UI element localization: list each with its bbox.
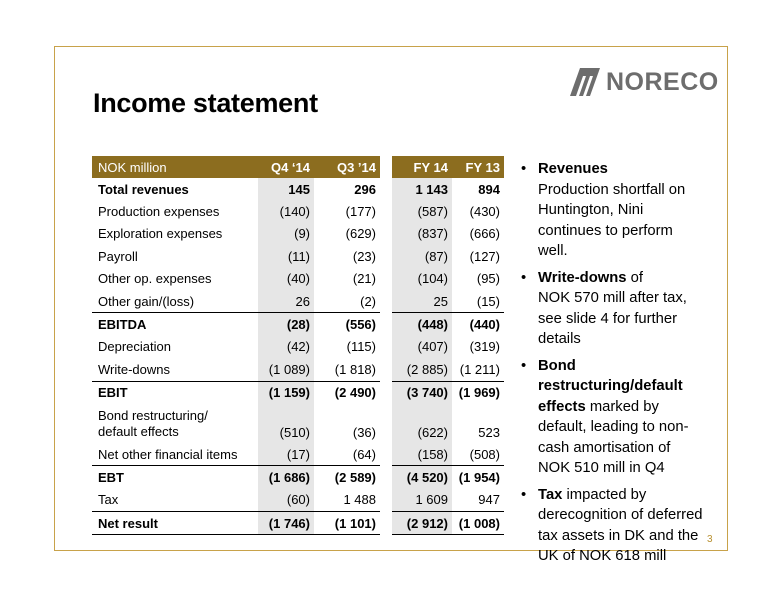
cell-fy13: 523	[478, 424, 500, 440]
cell-fy13: 894	[478, 181, 500, 197]
cell-fy13: (15)	[476, 293, 500, 309]
row-label: EBT	[92, 466, 258, 489]
row-label-line2: default effects	[98, 423, 179, 439]
table-row	[92, 489, 504, 512]
cell-q4: (1 089)	[258, 358, 314, 381]
cell-q3: (23)	[352, 248, 376, 264]
row-label-line1: Bond restructuring/	[98, 407, 208, 423]
bullet-text-line: details	[538, 331, 581, 347]
row-label: Other op. expenses	[98, 271, 212, 287]
cell-q4: (1 686)	[258, 466, 314, 489]
cell-q3: (36)	[352, 424, 376, 440]
cell-q4: (28)	[258, 313, 314, 336]
bullet-text-line: NOK 570 mill after tax,	[538, 290, 687, 306]
cell-q4: (60)	[258, 489, 314, 512]
col-gap	[380, 245, 392, 267]
row-label: Net other financial items	[98, 446, 238, 462]
cell-fy14: 1 609	[392, 489, 452, 512]
cell-fy14: (622)	[392, 404, 452, 443]
row-label: Depreciation	[98, 339, 171, 355]
bullet-dot: •	[521, 269, 527, 286]
bullet-text-line: default, leading to non-	[538, 419, 689, 435]
cell-fy13: (666)	[469, 226, 500, 242]
col-header-fy14: FY 14	[392, 156, 452, 178]
cell-q3: (2 589)	[314, 466, 380, 489]
table-row	[92, 443, 504, 466]
bullet-dot: •	[521, 357, 527, 374]
col-gap	[380, 381, 392, 404]
cell-q3: 1 488	[343, 492, 376, 508]
cell-q4: 26	[258, 290, 314, 313]
bullet-tax	[521, 485, 721, 567]
bullet-suffix: impacted by	[562, 486, 647, 503]
row-label: Net result	[92, 512, 258, 535]
bullet-text-line: Production shortfall on	[538, 181, 686, 198]
cell-q3: (629)	[345, 226, 376, 242]
cell-fy13: 947	[478, 492, 500, 508]
bullet-heading: effects	[538, 398, 586, 415]
cell-fy14: 25	[392, 290, 452, 313]
table-row	[92, 466, 504, 489]
col-gap	[380, 268, 392, 290]
logo-text: NORECO	[606, 68, 719, 96]
bullet-revenues	[521, 159, 721, 262]
cell-fy13: (1 969)	[452, 381, 504, 404]
cell-q4: (510)	[258, 404, 314, 443]
table-row	[92, 268, 504, 290]
cell-q4: 145	[258, 178, 314, 200]
table-row	[92, 404, 504, 443]
cell-q3: (1 101)	[314, 512, 380, 535]
bullet-text-line: NOK 510 mill in Q4	[538, 460, 665, 476]
bullet-dot: •	[521, 486, 527, 503]
cell-fy13: (440)	[452, 313, 504, 336]
col-gap	[380, 178, 392, 200]
row-label: Exploration expenses	[98, 226, 223, 242]
bullet-text-line: Huntington, Nini	[538, 202, 644, 218]
cell-q4: (140)	[258, 200, 314, 222]
row-label: Tax	[98, 492, 119, 508]
cell-q4: (40)	[258, 268, 314, 290]
bullet-bond-restructuring	[521, 356, 721, 479]
bullet-text-line: see slide 4 for further	[538, 310, 677, 327]
col-header-q3: Q3 ’14	[314, 156, 380, 178]
table-row	[92, 512, 504, 535]
table-row	[92, 381, 504, 404]
cell-q4: (9)	[258, 223, 314, 245]
cell-q4: (1 159)	[258, 381, 314, 404]
bullet-text-line: tax assets in DK and the	[538, 527, 699, 544]
col-gap	[380, 223, 392, 245]
cell-fy13: (1 008)	[452, 512, 504, 535]
income-table	[92, 156, 504, 535]
col-gap	[380, 336, 392, 358]
commentary-bullets	[521, 159, 721, 573]
cell-fy13: (1 954)	[452, 466, 504, 489]
bullet-heading: Bond	[538, 357, 576, 374]
cell-fy14: (448)	[392, 313, 452, 336]
cell-q3: 296	[354, 181, 376, 197]
cell-fy14: (837)	[392, 223, 452, 245]
cell-fy14: (4 520)	[392, 466, 452, 489]
cell-q3: (21)	[352, 271, 376, 287]
cell-fy14: (158)	[392, 443, 452, 466]
col-header-q4: Q4 ‘14	[258, 156, 314, 178]
table-row	[92, 245, 504, 267]
col-gap	[380, 512, 392, 535]
cell-fy14: (587)	[392, 200, 452, 222]
col-gap	[380, 313, 392, 336]
col-gap	[380, 443, 392, 466]
col-gap	[380, 404, 392, 443]
table-row	[92, 200, 504, 222]
table-row	[92, 290, 504, 313]
table-row	[92, 178, 504, 200]
cell-q3: (177)	[345, 204, 376, 220]
bullet-suffix: marked by	[585, 398, 659, 415]
bullet-text-line: UK of NOK 618 mill	[538, 548, 667, 564]
cell-fy13: (127)	[469, 248, 500, 264]
cell-q3: (2)	[360, 293, 376, 309]
cell-q3: (64)	[352, 446, 376, 462]
col-header-label: NOK million	[92, 156, 258, 178]
cell-fy13: (1 211)	[459, 361, 500, 377]
bullet-text-line: continues to perform	[538, 222, 673, 239]
col-gap	[380, 358, 392, 381]
bullet-suffix: of	[626, 269, 643, 286]
col-gap	[380, 156, 392, 178]
bullet-text-line: well.	[538, 243, 568, 259]
cell-fy13: (95)	[476, 271, 500, 287]
page-title: Income statement	[93, 88, 318, 118]
table-row	[92, 358, 504, 381]
cell-q3: (115)	[346, 339, 376, 355]
row-label	[92, 404, 258, 443]
cell-fy13: (430)	[469, 204, 500, 220]
cell-q3: (1 818)	[334, 361, 376, 377]
cell-fy14: (2 885)	[392, 358, 452, 381]
cell-q4: (42)	[258, 336, 314, 358]
bullet-text-line: derecognition of deferred	[538, 507, 703, 523]
bullet-heading: restructuring/default	[538, 378, 683, 394]
table-row	[92, 223, 504, 245]
cell-fy14: (104)	[392, 268, 452, 290]
cell-q4: (11)	[258, 245, 314, 267]
bullet-heading: Revenues	[538, 161, 608, 177]
cell-q3: (556)	[314, 313, 380, 336]
col-gap	[380, 489, 392, 512]
cell-fy13: (319)	[469, 339, 500, 355]
bullet-heading: Tax	[538, 486, 563, 503]
cell-fy14: (407)	[392, 336, 452, 358]
noreco-logo-icon	[570, 68, 600, 96]
table-header-row	[92, 156, 504, 178]
cell-fy13: (508)	[469, 446, 500, 462]
cell-q4: (17)	[258, 443, 314, 466]
cell-fy14: (2 912)	[392, 512, 452, 535]
bullet-text-line: cash amortisation of	[538, 439, 671, 456]
cell-q4: (1 746)	[258, 512, 314, 535]
row-label: Write-downs	[98, 361, 171, 377]
col-header-fy13: FY 13	[452, 156, 504, 178]
col-gap	[380, 200, 392, 222]
noreco-logo	[570, 68, 719, 96]
row-label: Payroll	[98, 248, 138, 264]
bullet-dot: •	[521, 161, 527, 177]
row-label: EBIT	[92, 381, 258, 404]
bullet-heading: Write-downs	[538, 269, 627, 286]
cell-fy14: 1 143	[392, 178, 452, 200]
cell-fy14: (87)	[392, 245, 452, 267]
col-gap	[380, 290, 392, 313]
table-row	[92, 336, 504, 358]
page-number: 3	[707, 534, 713, 545]
row-label: Other gain/(loss)	[98, 293, 195, 309]
row-label: EBITDA	[92, 313, 258, 336]
cell-fy14: (3 740)	[392, 381, 452, 404]
table-row	[92, 313, 504, 336]
col-gap	[380, 466, 392, 489]
cell-q3: (2 490)	[314, 381, 380, 404]
row-label: Production expenses	[98, 204, 220, 220]
row-label: Total revenues	[98, 181, 189, 197]
bullet-write-downs	[521, 268, 721, 350]
